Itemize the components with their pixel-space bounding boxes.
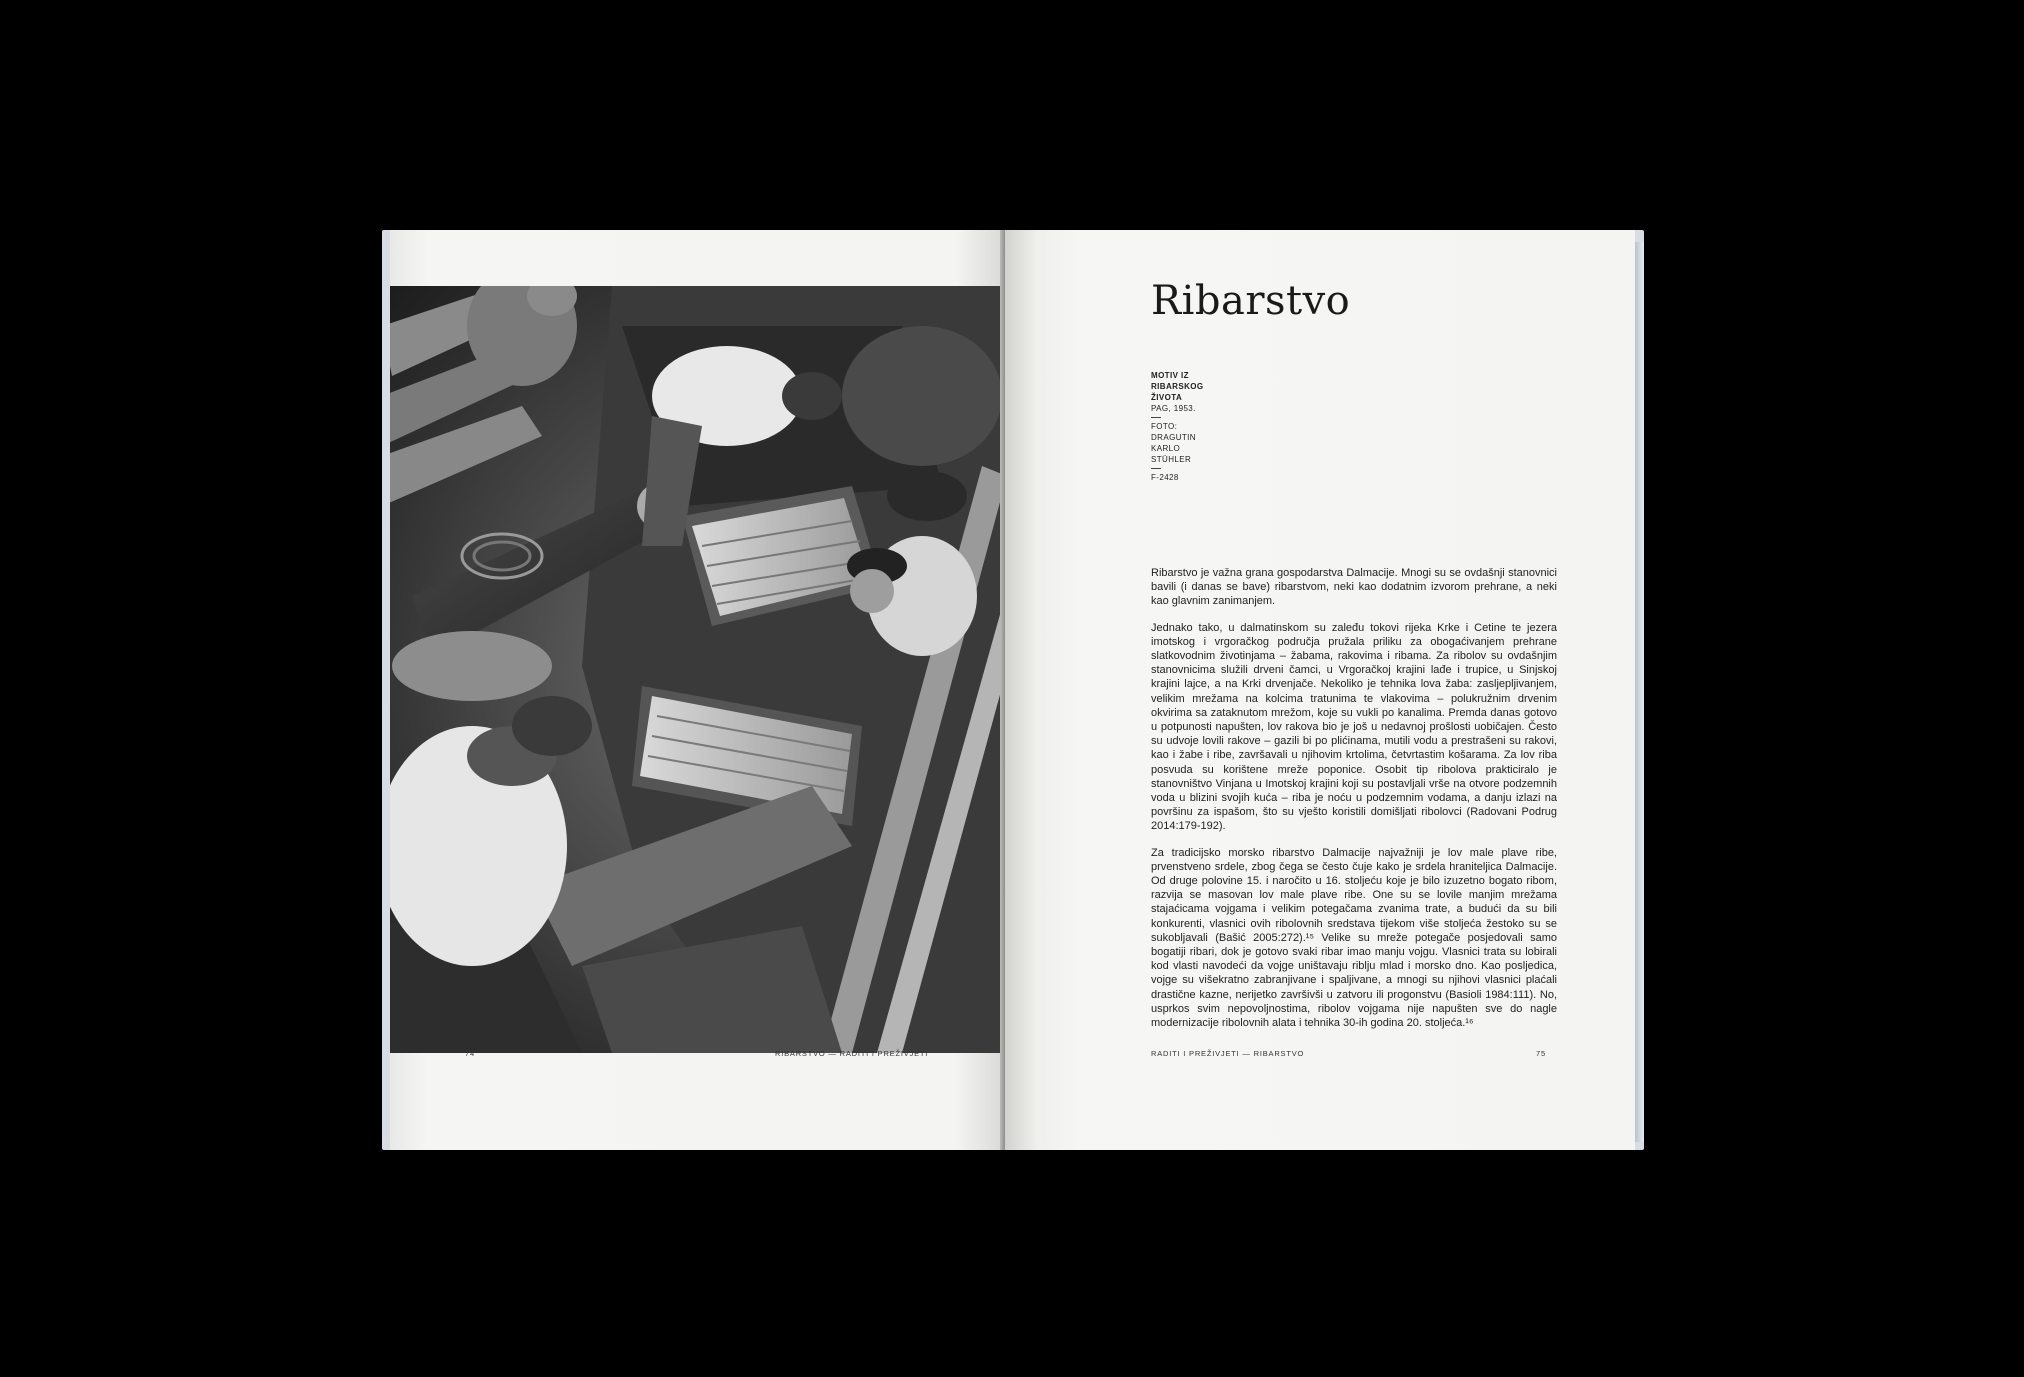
left-running-head: RIBARSTVO — RADITI I PREŽIVJETI [775,1049,929,1058]
caption-photographer-1: DRAGUTIN [1151,433,1196,442]
caption-place: PAG, 1953. [1151,404,1196,413]
caption-photographer-2: KARLO [1151,444,1181,453]
left-page-number: 74 [465,1049,475,1058]
fishermen-photo [390,286,1005,1053]
caption-photographer-3: STÜHLER [1151,455,1192,464]
page-stack-edge [1635,242,1644,1142]
left-page [390,230,1005,1150]
body-text [1151,566,1557,1042]
open-book [382,230,1644,1150]
paragraph: Jednako tako, u dalmatinskom su zaleđu tokovi rijeka Krke i Cetine te jezera imotskog i vrgoračkog područja pružala priliku za obogaćivanjem prehrane slatkovodnim životinjama – žabama, rakovima i ribama. Za ribolov su ovdašnjim stanovnicima služili drveni čamci, u Vrgoračkoj krajini lađe i trupice, u Sinjskoj krajini lajce, a na Krki drvenjače. Nekoliko je tehnika lova žaba: zasljepljivanjem, velikim mrežama na kolcima tratunima te vlakovima – polukružnim drvenim okvirima sa zataknutom mrežom, koje su vukli po kanalima. Premda danas gotovo u potpunosti napušten, lov rakova bio je još u nedavnoj prošlosti uobičajen. Često su udvoje lovili rakove – gazili bi po plićinama, mutili vodu a prestrašeni su rakovi, kao i žabe i ribe, završavali u njihovim krtolima, četvrtastim košarama. Za lov riba posvuda su korištene mreže poponice. Osobit tip ribolova prakticiralo je stanovništvo Vinjana u Imotskoj krajini koji su postavljali vrše na otvore podzemnih voda u blizini svojih kuća – riba je noću u podzemnim vodama, a danju izlazi na površinu za ispašom, što su vješto koristili domišljati ribolovci (Radovani Podrug 2014:179-192). [1151,621,1557,833]
caption-divider [1151,468,1161,469]
caption-heading-1: MOTIV IZ [1151,371,1189,380]
caption-inventory: F-2428 [1151,473,1179,482]
caption-divider [1151,417,1161,418]
right-page [1005,230,1635,1150]
right-page-number: 75 [1536,1049,1546,1058]
chapter-title: Ribarstvo [1151,278,1351,324]
caption-heading-2: RIBARSKOG [1151,382,1204,391]
paragraph: Ribarstvo je važna grana gospodarstva Dalmacije. Mnogi su se ovdašnji stanovnici bavili (i danas se bave) ribarstvom, neki kao dodatnim izvorom prehrane, a neki kao glavnim zanimanjem. [1151,567,1557,608]
caption-heading-3: ŽIVOTA [1151,393,1183,402]
right-running-head: RADITI I PREŽIVJETI — RIBARSTVO [1151,1049,1305,1058]
photo-caption [1151,370,1221,483]
caption-foto-label: FOTO: [1151,422,1178,431]
paragraph: Za tradicijsko morsko ribarstvo Dalmacije najvažniji je lov male plave ribe, prvenstveno srdele, zbog čega se često čuje kako je srdela hraniteljica Dalmacije. Od druge polovine 15. i naročito u 16. stoljeću koje je bilo izuzetno bogato ribom, razvija se masovan lov male plave ribe. One su se lovile manjim mrežama stajaćicama vojgama i velikim potegačama zvanima trate, a budući da su bili konkurenti, vlasnici ovih ribolovnih sredstava tijekom više stoljeća žestoko su se sukobljavali (Bašić 2005:272).¹⁵ Velike su mreže potegače posjedovali samo bogatiji ribari, dok je gotovo svaki ribar imao manju vojgu. Vlasnici trata su lobirali kod vlasti navodeći da vojge uništavaju riblju mlad i morsko dno. Kao posljedica, vojge su višekratno zabranjivane i spaljivane, a mnogi su njihovi vlasnici plaćali drastične kazne, nerijetko završivši u zatvoru ili progonstvu (Basioli 1984:111). No, usprkos svim nepovoljnostima, ribolov vojgama nije napušten sve do nagle modernizacije ribolovnih alata i tehnika 30-ih godina 20. stoljeća.¹⁶ [1151,846,1557,1030]
